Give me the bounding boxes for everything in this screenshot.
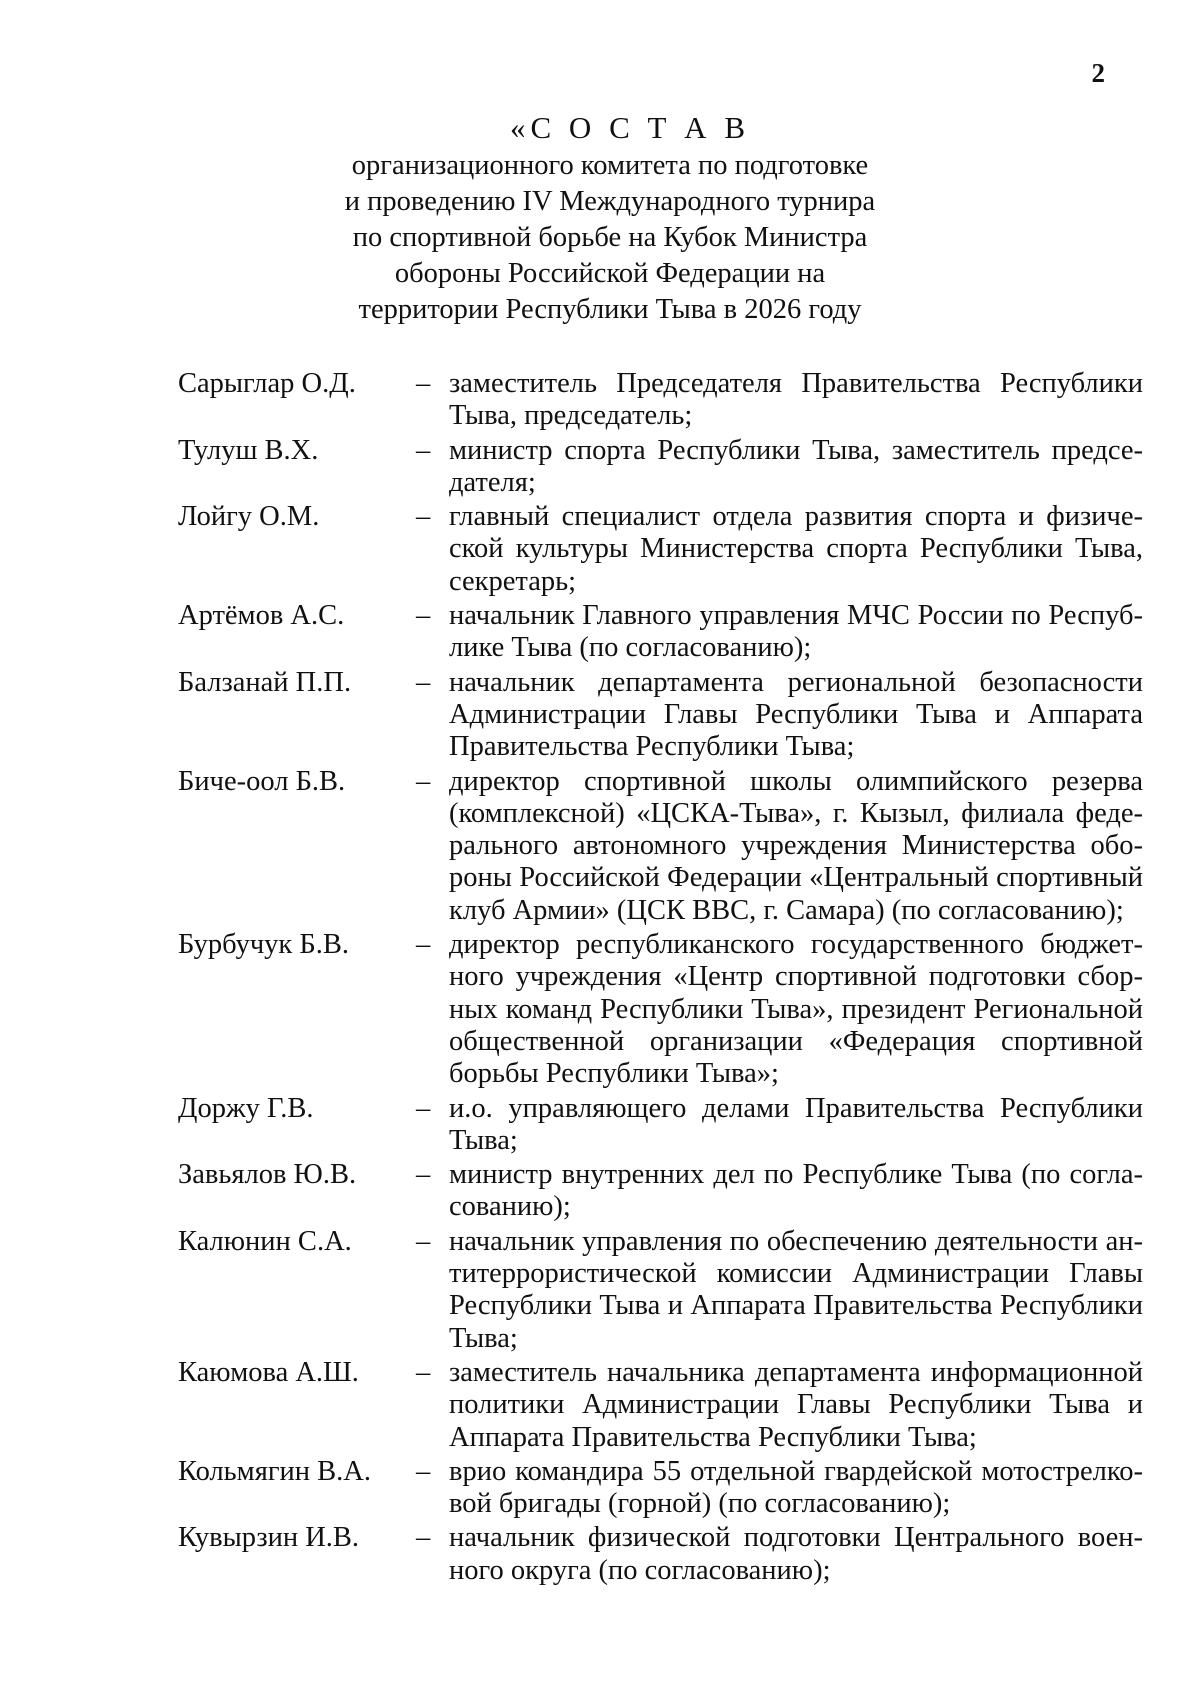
member-dash: – bbox=[416, 1356, 431, 1388]
member-role bbox=[449, 1093, 1143, 1158]
member-name: Доржу Г.В. bbox=[178, 1092, 314, 1124]
member-role-line: Тыва; bbox=[449, 1124, 518, 1156]
member-role bbox=[449, 1226, 1143, 1355]
member-role-line: политики Администрации Главы Республики Тыва и bbox=[449, 1389, 1143, 1421]
member-role-line: заместитель Председателя Правительства Республики bbox=[449, 368, 1143, 399]
document-header bbox=[0, 108, 1200, 328]
member-dash: – bbox=[416, 1092, 431, 1124]
member-dash: – bbox=[416, 1225, 431, 1257]
member-row bbox=[178, 667, 1143, 764]
member-role bbox=[449, 766, 1143, 927]
member-role-line: вой бригады (горной) (по согласованию); bbox=[449, 1488, 951, 1520]
member-role bbox=[449, 600, 1143, 665]
member-role-line: начальник физической подготовки Центрального воен- bbox=[449, 1522, 1143, 1554]
member-row bbox=[178, 1159, 1143, 1224]
member-dash: – bbox=[416, 666, 431, 698]
member-role-line: борьбы Республики Тыва»; bbox=[449, 1058, 779, 1090]
member-row bbox=[178, 1093, 1143, 1158]
subtitle-line: организационного комитета по подготовке bbox=[351, 150, 869, 181]
member-row bbox=[178, 766, 1143, 927]
member-dash: – bbox=[416, 501, 431, 533]
member-row bbox=[178, 929, 1143, 1090]
member-row bbox=[178, 435, 1143, 500]
member-name: Калюнин С.А. bbox=[178, 1225, 352, 1257]
page-number: 2 bbox=[1091, 58, 1105, 88]
member-role-line: ской культуры Министерства спорта Республики Тыва, bbox=[449, 533, 1143, 565]
member-dash: – bbox=[416, 765, 431, 797]
member-role-line: врио командира 55 отдельной гвардейской мотострелко- bbox=[449, 1455, 1143, 1487]
member-role bbox=[449, 1456, 1143, 1521]
subtitle-line: территории Республики Тыва в 2026 году bbox=[358, 294, 862, 325]
member-role-line: дателя; bbox=[449, 466, 536, 498]
member-role bbox=[449, 501, 1143, 598]
member-name: Сарыглар О.Д. bbox=[178, 368, 356, 399]
member-dash: – bbox=[416, 600, 431, 632]
member-name: Кувырзин И.В. bbox=[178, 1522, 360, 1554]
member-dash: – bbox=[416, 434, 431, 466]
member-role-line: начальник управления по обеспечению деятельности ан- bbox=[449, 1225, 1143, 1257]
member-role-line: Тыва, председатель; bbox=[449, 400, 693, 432]
member-role-line: ных команд Республики Тыва», президент Региональной bbox=[449, 993, 1143, 1025]
member-dash: – bbox=[416, 368, 431, 399]
document-title: «С О С Т А В bbox=[510, 110, 750, 145]
member-role bbox=[449, 1159, 1143, 1224]
member-role bbox=[449, 1522, 1143, 1587]
member-role-line: министр спорта Республики Тыва, заместитель предсе- bbox=[449, 434, 1143, 466]
member-role bbox=[449, 1357, 1143, 1454]
member-name: Кольмягин В.А. bbox=[178, 1455, 371, 1487]
member-role bbox=[449, 435, 1143, 500]
member-role-line: сованию); bbox=[449, 1191, 571, 1223]
member-name: Лойгу О.М. bbox=[178, 501, 320, 533]
member-role-line: роны Российской Федерации «Центральный спортивный bbox=[449, 862, 1143, 894]
member-role-line: (комплексной) «ЦСКА-Тыва», г. Кызыл, филиала феде- bbox=[449, 797, 1143, 829]
member-row bbox=[178, 501, 1143, 598]
member-role-line: ного учреждения «Центр спортивной подготовки сбор- bbox=[449, 961, 1143, 993]
member-name: Каюмова А.Ш. bbox=[178, 1356, 359, 1388]
member-dash: – bbox=[416, 1455, 431, 1487]
member-row bbox=[178, 1456, 1143, 1521]
member-role-line: Республики Тыва и Аппарата Правительства Республики bbox=[449, 1290, 1143, 1322]
member-name: Бурбучук Б.В. bbox=[178, 929, 349, 961]
member-dash: – bbox=[416, 929, 431, 961]
member-dash: – bbox=[416, 1159, 431, 1191]
member-row bbox=[178, 1357, 1143, 1454]
member-role-line: министр внутренних дел по Республике Тыва (по согла- bbox=[449, 1159, 1143, 1191]
member-role-line: главный специалист отдела развития спорта и физиче- bbox=[449, 501, 1143, 533]
member-name: Балзанай П.П. bbox=[178, 666, 352, 698]
member-row bbox=[178, 368, 1143, 433]
subtitle-line: обороны Российской Федерации на bbox=[394, 258, 826, 289]
member-name: Завьялов Ю.В. bbox=[178, 1159, 357, 1191]
member-role-line: начальник Главного управления МЧС России по Респуб- bbox=[449, 600, 1143, 632]
member-row bbox=[178, 1522, 1143, 1587]
member-role-line: Администрации Главы Республики Тыва и Аппарата bbox=[449, 698, 1143, 730]
member-role bbox=[449, 368, 1143, 433]
member-role-line: Тыва; bbox=[449, 1322, 518, 1354]
member-role-line: общественной организации «Федерация спортивной bbox=[449, 1025, 1143, 1057]
member-role bbox=[449, 929, 1143, 1090]
member-role-line: Аппарата Правительства Республики Тыва; bbox=[449, 1421, 977, 1453]
member-role-line: заместитель начальника департамента информационной bbox=[449, 1356, 1143, 1388]
member-role-line: секретарь; bbox=[449, 565, 577, 597]
member-name: Биче-оол Б.В. bbox=[178, 765, 346, 797]
member-role-line: Правительства Республики Тыва; bbox=[449, 731, 855, 763]
member-role-line: и.о. управляющего делами Правительства Республики bbox=[449, 1092, 1143, 1124]
member-role-line: клуб Армии» (ЦСК ВВС, г. Самара) (по согласованию); bbox=[449, 894, 1124, 926]
member-name: Артёмов А.С. bbox=[178, 600, 345, 632]
member-role-line: ного округа (по согласованию); bbox=[449, 1554, 831, 1586]
member-role-line: директор республиканского государственного бюджет- bbox=[449, 929, 1143, 961]
members-list bbox=[178, 368, 1143, 1589]
member-name: Тулуш В.Х. bbox=[178, 434, 319, 466]
member-role-line: рального автономного учреждения Министерства обо- bbox=[449, 830, 1143, 862]
member-role bbox=[449, 667, 1143, 764]
member-row bbox=[178, 600, 1143, 665]
document-subtitle bbox=[20, 148, 1200, 328]
subtitle-line: по спортивной борьбе на Кубок Министра bbox=[352, 222, 868, 253]
member-dash: – bbox=[416, 1522, 431, 1554]
member-role-line: начальник департамента региональной безопасности bbox=[449, 666, 1143, 698]
member-role-line: титеррористической комиссии Администрации Главы bbox=[449, 1258, 1143, 1290]
subtitle-line: и проведению IV Международного турнира bbox=[344, 186, 876, 217]
member-row bbox=[178, 1226, 1143, 1355]
member-role-line: лике Тыва (по согласованию); bbox=[449, 632, 812, 664]
member-role-line: директор спортивной школы олимпийского резерва bbox=[449, 765, 1143, 797]
